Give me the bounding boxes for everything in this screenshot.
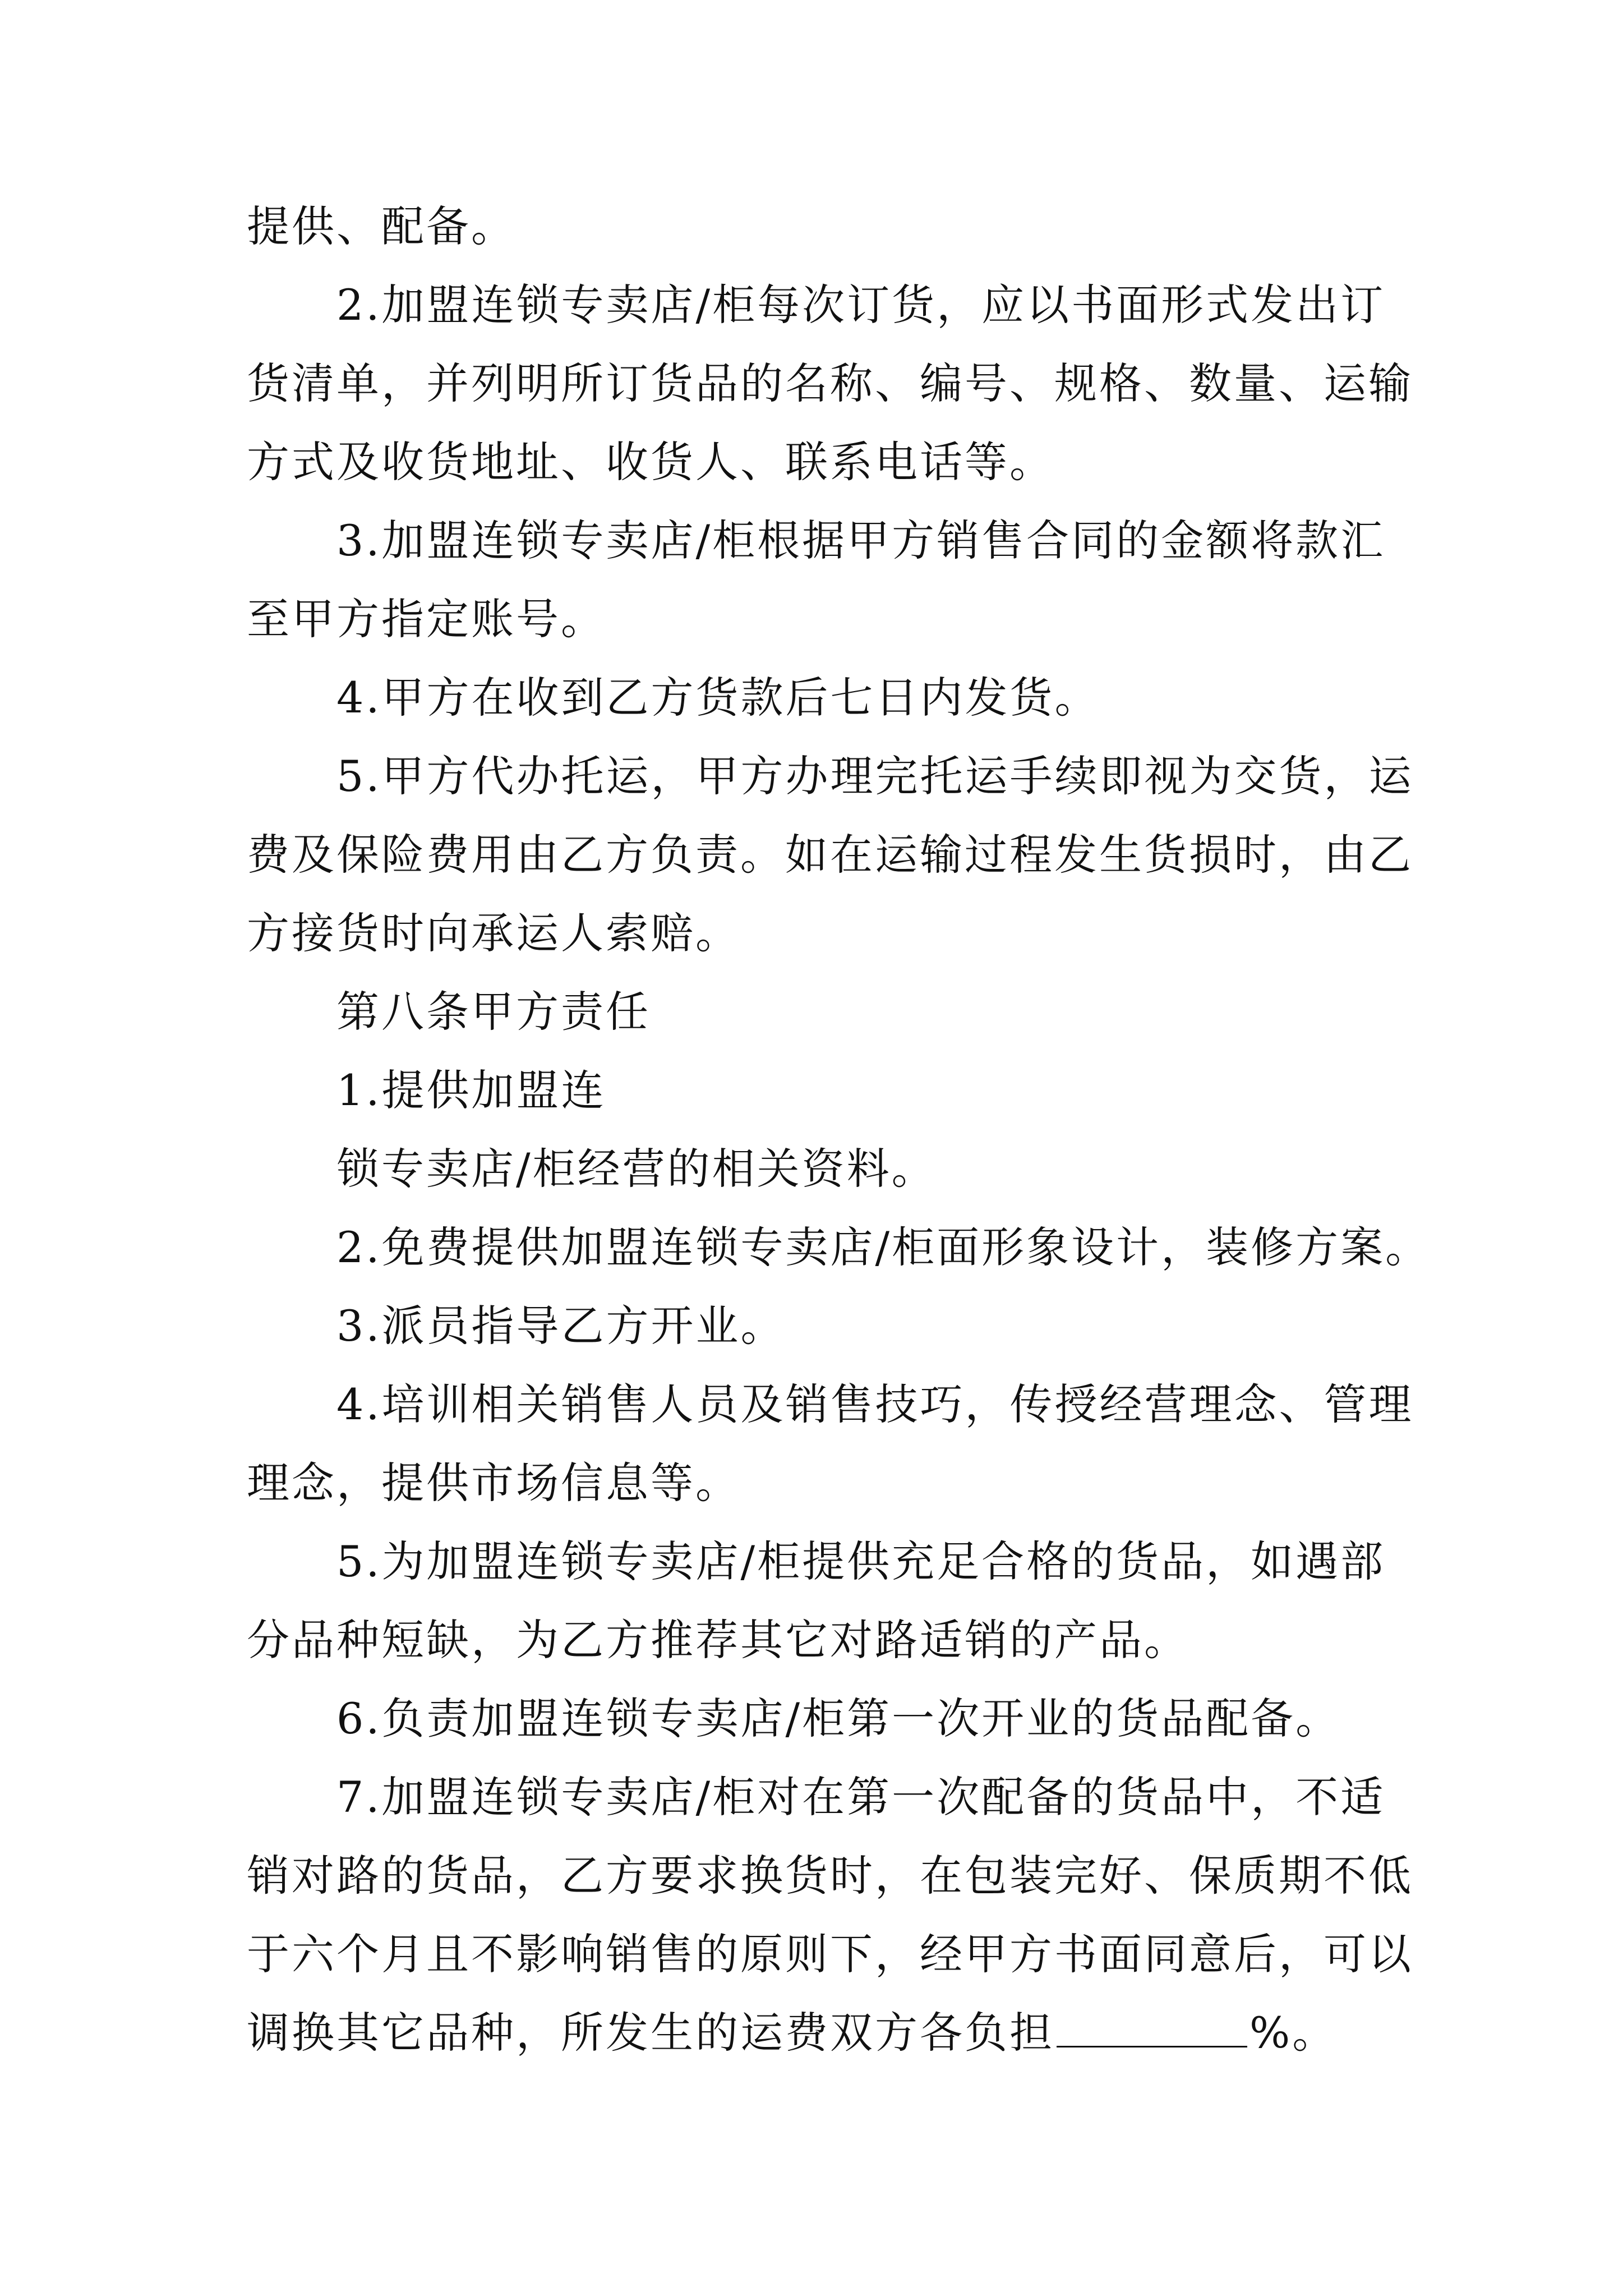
text-line: 3.加盟连锁专卖店/柜根据甲方销售合同的金额将款汇: [336, 516, 1386, 565]
text-line: 4.培训相关销售人员及销售技巧，传授经营理念、管理: [336, 1379, 1414, 1429]
text-line: 方式及收货地址、收货人、联系电话等。: [247, 437, 1054, 487]
text-line: 至甲方指定账号。: [247, 594, 606, 644]
text-line: 锁专卖店/柜经营的相关资料。: [336, 1144, 937, 1194]
last-line-prefix: 调换其它品种，所发生的运费双方各负担: [247, 2008, 1054, 2058]
text-line-with-blank: [247, 2005, 1337, 2061]
text-line: 7.加盟连锁专卖店/柜对在第一次配备的货品中，不适: [336, 1772, 1386, 1822]
text-line: 分品种短缺，为乙方推荐其它对路适销的产品。: [247, 1615, 1189, 1665]
fill-in-blank[interactable]: [1057, 2012, 1247, 2047]
last-line-suffix: %。: [1249, 2008, 1338, 2058]
text-line: 理念，提供市场信息等。: [247, 1458, 740, 1508]
text-line: 6.负责加盟连锁专卖店/柜第一次开业的货品配备。: [336, 1694, 1341, 1743]
text-line: 于六个月且不影响销售的原则下，经甲方书面同意后，可以: [247, 1929, 1413, 1979]
text-line: 4.甲方在收到乙方货款后七日内发货。: [336, 673, 1100, 723]
text-line: 3.派员指导乙方开业。: [336, 1301, 786, 1351]
text-line: 5.甲方代办托运，甲方办理完托运手续即视为交货，运: [336, 751, 1414, 801]
text-line: 货清单，并列明所订货品的名称、编号、规格、数量、运输: [247, 358, 1413, 408]
text-line: 提供、配备。: [247, 201, 516, 251]
text-line: 2.加盟连锁专卖店/柜每次订货，应以书面形式发出订: [336, 280, 1386, 330]
section-heading: 第八条甲方责任: [336, 987, 651, 1037]
text-line: 1.提供加盟连: [336, 1065, 606, 1115]
text-line: 销对路的货品，乙方要求换货时，在包装完好、保质期不低: [247, 1851, 1413, 1901]
text-line: 费及保险费用由乙方负责。如在运输过程发生货损时，由乙: [247, 830, 1413, 880]
text-line: 5.为加盟连锁专卖店/柜提供充足合格的货品，如遇部: [336, 1536, 1386, 1586]
text-line: 2.免费提供加盟连锁专卖店/柜面形象设计，装修方案。: [336, 1222, 1431, 1272]
text-line: 方接货时向承运人索赔。: [247, 908, 740, 958]
